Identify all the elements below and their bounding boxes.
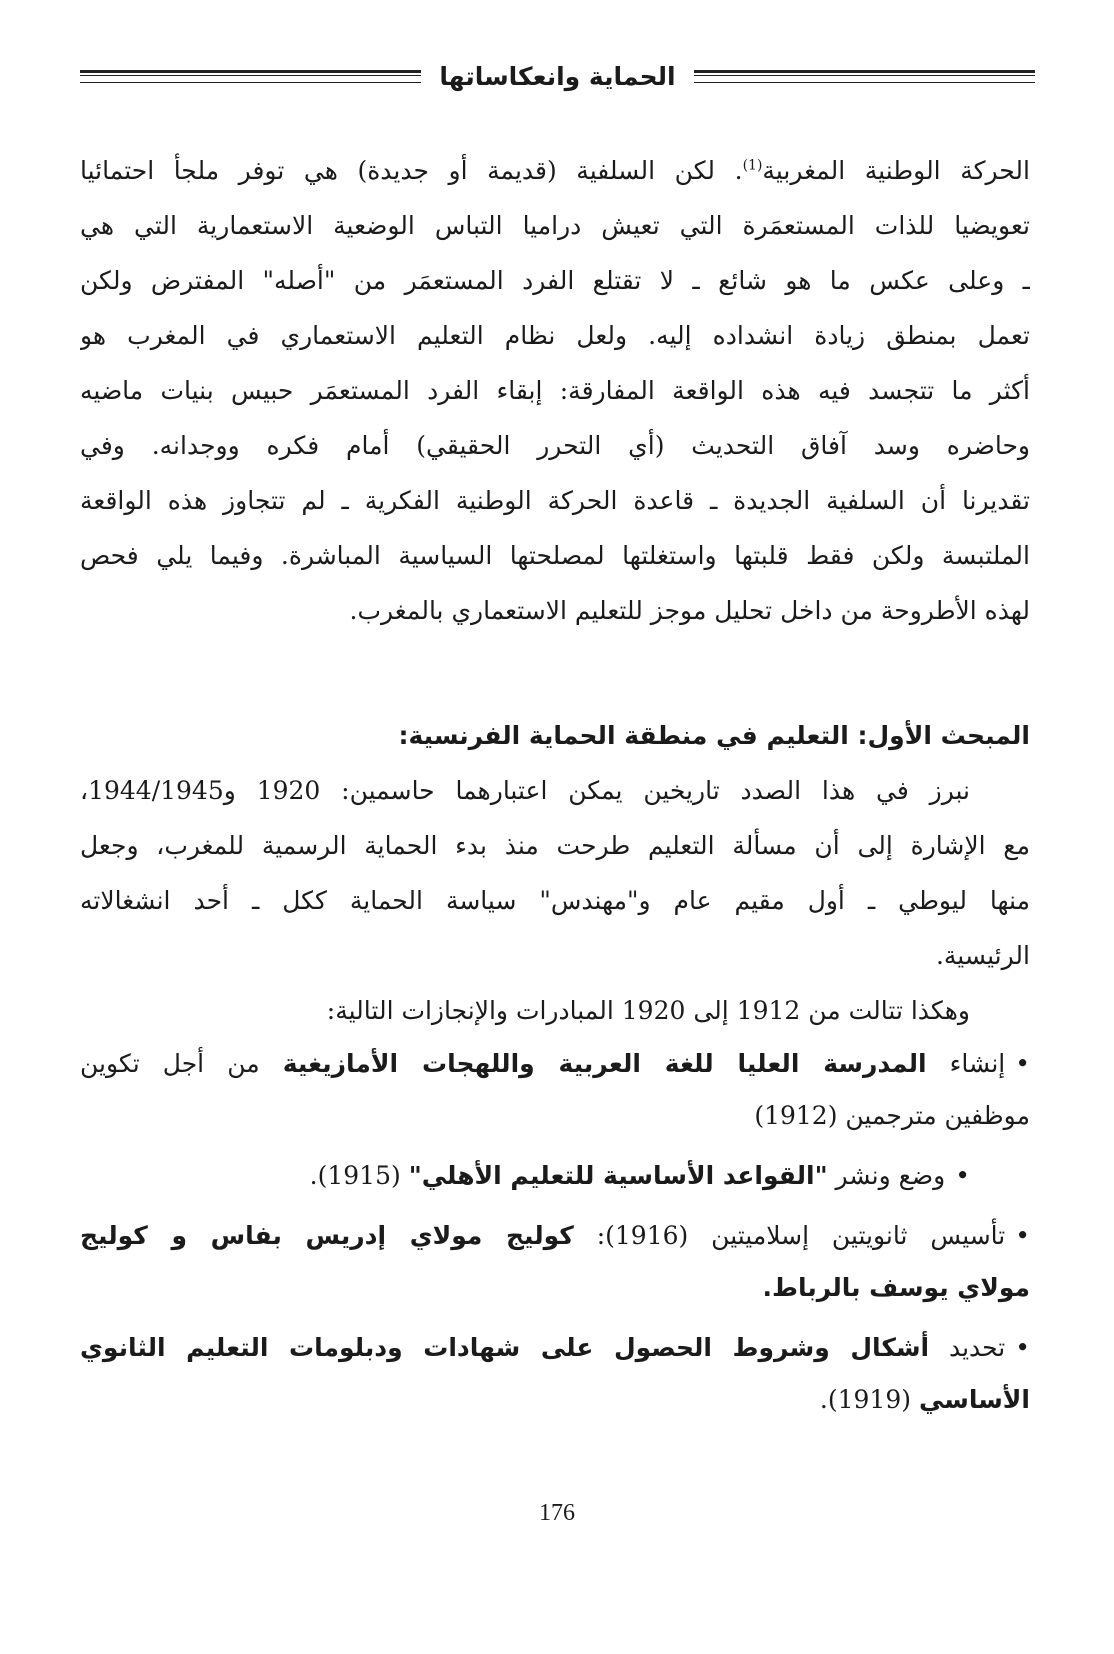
text-run: تحديد: [929, 1333, 1006, 1362]
footnote-ref: (1): [742, 157, 763, 174]
text-run: تأسيس ثانويتين إسلاميتين (1916):: [573, 1221, 1006, 1250]
text-run: الحركة الوطنية المغربية: [762, 156, 1030, 185]
text-run: إنشاء: [926, 1049, 1006, 1078]
section-heading: المبحث الأول: التعليم في منطقة الحماية الفرنسية:: [398, 721, 1030, 750]
list-item: [80, 1210, 1030, 1314]
bullet-list: [80, 1038, 1030, 1426]
text-run: . لكن السلفية (قديمة أو جديدة) هي توفر ملجأ احتمائيا: [80, 156, 743, 185]
bold-text: كوليج مولاي إدريس بفاس و كوليج: [80, 1221, 574, 1250]
paragraph-line: ـ وعلى عكس ما هو شائع ـ لا تقتلع الفرد المستعمَر من "أصله" المفترض ولكن: [80, 266, 1030, 295]
page-body: [80, 143, 1030, 1426]
paragraph-line: مع الإشارة إلى أن مسألة التعليم طرحت منذ بدء الحماية الرسمية للمغرب، وجعل: [80, 831, 1030, 860]
paragraph-line: الملتبسة ولكن فقط قلبتها واستغلتها لمصلحتها السياسية المباشرة. وفيما يلي فحص: [80, 541, 1030, 570]
paragraph-line: [80, 143, 1030, 198]
bullet-line: [80, 1374, 1030, 1426]
paragraph-1: [80, 143, 1030, 638]
bold-text: "القواعد الأساسية للتعليم الأهلي": [408, 1161, 828, 1190]
bullet-icon: •: [1015, 1049, 1030, 1078]
text-run: (1915).: [309, 1161, 409, 1190]
bullet-line: [80, 1322, 1030, 1374]
bullet-line: [80, 1210, 1030, 1262]
section-paragraph: [80, 763, 1030, 983]
list-item: [80, 1038, 1030, 1142]
list-item: [80, 1322, 1030, 1426]
bullet-icon: •: [955, 1161, 970, 1190]
bold-text: الأساسي: [918, 1385, 1030, 1414]
paragraph-line: نبرز في هذا الصدد تاريخين يمكن اعتبارهما حاسمين: 1920 و1944/1945،: [80, 776, 970, 805]
paragraph-line: تقديرنا أن السلفية الجديدة ـ قاعدة الحركة الوطنية الفكرية ـ لم تتجاوز هذه الواقعة: [80, 486, 1030, 515]
paragraph-line: وحاضره وسد آفاق التحديث (أي التحرر الحقيقي) أمام فكره ووجدانه. وفي: [80, 431, 1030, 460]
list-item: [80, 1150, 1030, 1202]
bold-text: المدرسة العليا للغة العربية واللهجات الأمازيغية: [282, 1049, 927, 1078]
bold-text: أشكال وشروط الحصول على شهادات ودبلومات التعليم الثانوي: [80, 1333, 930, 1362]
text-run: وضع ونشر: [827, 1161, 946, 1190]
paragraph-line: الرئيسية.: [935, 941, 1030, 970]
text-run: من أجل تكوين: [80, 1049, 283, 1078]
bullet-line: موظفين مترجمين (1912): [754, 1101, 1030, 1130]
bullet-line: [80, 1150, 1030, 1202]
paragraph-line: أكثر ما تتجسد فيه هذه الواقعة المفارقة: إبقاء الفرد المستعمَر حبيس بنيات ماضيه: [80, 376, 1030, 405]
running-header: [80, 56, 1035, 96]
paragraph-line: تعمل بمنطق زيادة انشداده إليه. ولعل نظام التعليم الاستعماري في المغرب هو: [80, 321, 1030, 350]
bullet-icon: •: [1015, 1221, 1030, 1250]
header-title: الحماية وانعكاساتها: [439, 61, 676, 91]
header-rule-right: [694, 70, 1035, 83]
bold-text: مولاي يوسف بالرباط.: [762, 1273, 1030, 1302]
paragraph-line: لهذه الأطروحة من داخل تحليل موجز للتعليم الاستعماري بالمغرب.: [349, 596, 1030, 625]
bullet-line: [80, 1262, 1030, 1314]
paragraph-line: تعويضيا للذات المستعمَرة التي تعيش دراميا التباس الوضعية الاستعمارية التي هي: [80, 211, 1030, 240]
bullet-line: [80, 1038, 1030, 1090]
bullet-icon: •: [1015, 1333, 1030, 1362]
page-number: 176: [539, 1500, 575, 1526]
header-rule-left: [80, 70, 421, 83]
text-run: (1919).: [819, 1385, 919, 1414]
intro-line: وهكذا تتالت من 1912 إلى 1920 المبادرات والإنجازات التالية:: [326, 996, 970, 1025]
paragraph-line: منها ليوطي ـ أول مقيم عام و"مهندس" سياسة الحماية ككل ـ أحد انشغالاته: [80, 886, 1030, 915]
